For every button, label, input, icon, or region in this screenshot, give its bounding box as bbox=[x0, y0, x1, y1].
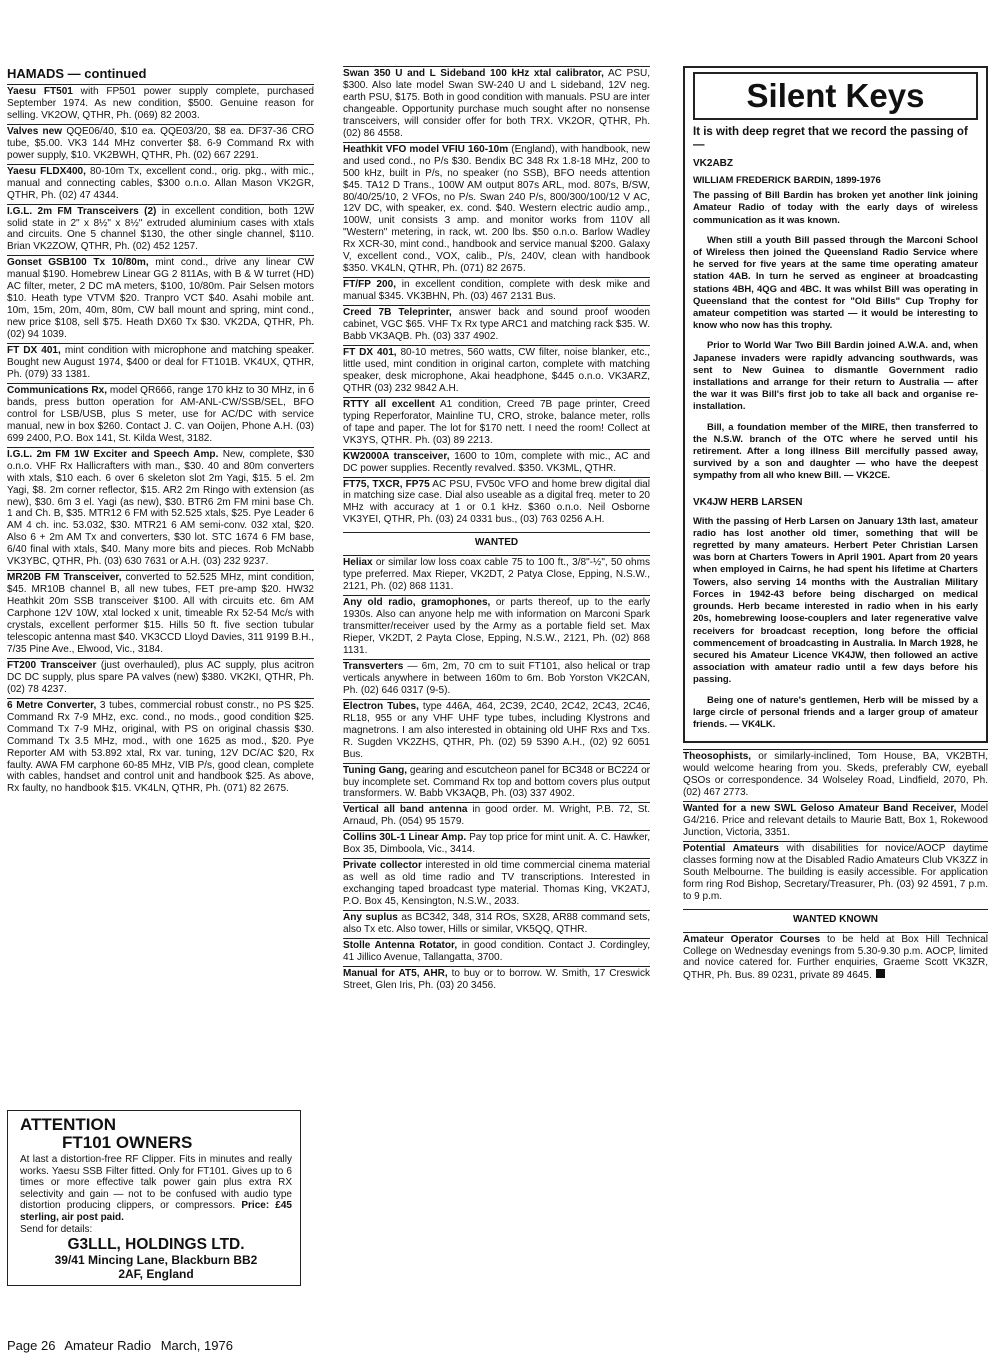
ad-heading: Amateur Operator Courses bbox=[683, 933, 821, 945]
ad-heading: Creed 7B Teleprinter, bbox=[343, 307, 452, 319]
classified-ad bbox=[683, 841, 988, 905]
classified-ad bbox=[7, 570, 314, 658]
ad-heading: I.G.L. 2m FM Transceivers (2) bbox=[7, 205, 157, 217]
classified-ad bbox=[343, 477, 650, 529]
classified-ad bbox=[7, 204, 314, 256]
magazine-title: Amateur Radio bbox=[64, 1338, 152, 1353]
advert-company: G3LLL, HOLDINGS LTD. bbox=[67, 1236, 245, 1253]
ad-heading: FT DX 401, bbox=[343, 346, 397, 358]
advert-send-for-details: Send for details: bbox=[20, 1224, 93, 1235]
obituary-callsign-2: VK4JW HERB LARSEN bbox=[693, 496, 803, 508]
ad-heading: Collins 30L-1 Linear Amp. bbox=[343, 832, 467, 844]
page-footer bbox=[7, 1338, 239, 1353]
ad-heading: Any old radio, gramophones, bbox=[343, 597, 491, 609]
ad-text: or similar low loss coax cable 75 to 100 ft., 3/8"-½", 50 ohms type preferred. Max Rieper, VK2DT, 2 Patya Close, Epping, N.S.W., 2121, Ph. (02) 868 1131. bbox=[343, 557, 650, 593]
ad-text: QQE06/40, $10 ea. QQE03/20, $8 ea. DF37-36 CRO tube, $5.00. VK3 144 MHz converter $8. 6-9 Command Rx with power supply, $10. VK2BWH, QTHR, Ph. (02) 667 2291. bbox=[7, 125, 314, 161]
ad-heading: FT75, TXCR, FP75 bbox=[343, 478, 430, 490]
end-mark-icon bbox=[876, 969, 885, 978]
ad-text: converted to 52.525 MHz, mint condition, $45. MR10B channel B, all new tubes, FET pre-amp $20. HW32 Heathkit 20m SSB transceiver $100. All with circuits etc. 6m AM Carphone 12V 10W, xtal locked x unit, timeable Rx 52-54 Mc/s with crystals, excellent performer $15. Hills 50 ft. five section tubular telescopic antenna mast $40. VK3CCD Lloyd Davies, 311 9199 B.H., 7/35 Pine Ave., Elwood, Vic., 3184. bbox=[7, 572, 314, 655]
section-title: HAMADS — continued bbox=[7, 66, 147, 81]
classified-ad bbox=[683, 932, 988, 985]
ad-heading: 6 Metre Converter, bbox=[7, 699, 97, 711]
ad-text: as BC342, 348, 314 ROs, SX28, AR88 command sets, also Tx etc. Also tower, Hills or similar, VK5QQ, QTHR. bbox=[343, 912, 650, 935]
ad-text: in good condition. Contact J. Cordingley, 41 Jillico Avenue, Tallangatta, 3700. bbox=[343, 939, 650, 963]
personal-ads-list bbox=[683, 749, 988, 904]
classified-ad bbox=[343, 66, 650, 142]
obituary-paragraph: Being one of nature's gentlemen, Herb will be missed by a large circle of personal friends and a larger group of amateur friends. — VK4LK. bbox=[693, 694, 978, 730]
ad-heading: Vertical all band antenna bbox=[343, 804, 468, 816]
classified-ad bbox=[7, 255, 314, 343]
classified-ad bbox=[343, 763, 650, 803]
ad-heading: Private collector bbox=[343, 860, 422, 872]
ad-text: or similarly-inclined, Tom House, BA, VK2BTH, would welcome hearing from you. Skeds, preferably CW, eyeball QSOs or correspondence. 34 Wolseley Road, Lindfield, 2070, Ph. (02) 467 2773. bbox=[683, 751, 988, 798]
classified-ad bbox=[7, 698, 314, 798]
classified-ad bbox=[343, 277, 650, 305]
classified-ad bbox=[343, 858, 650, 910]
ad-text: Model G4/216. Price and relevant details to Maurie Batt, Box 1, Rokewood Junction, Victoria, 3351. bbox=[683, 802, 989, 838]
classified-ad bbox=[343, 966, 650, 994]
classified-ad bbox=[343, 802, 650, 830]
column-right bbox=[683, 66, 988, 984]
ad-text: in good order. M. Wright, P.B. 72, St. Arnaud, Ph. (054) 95 1579. bbox=[343, 804, 651, 828]
ad-text: gearing and escutcheon panel for BC348 or BC224 or buy incomplete set. Command Rx top and bottom covers plus output transformers. W. Babb VK3AQB, Ph. (03) 337 4902. bbox=[343, 764, 650, 800]
classified-ad bbox=[343, 397, 650, 449]
obituary-paragraph: When still a youth Bill passed through the Marconi School of Wireless then joined the Queensland Radio Service where he served for five years at the same time operating amateur station 4AB. In turn he served as engineer at broadcasting stations 4BH, 4QG and 4BC. It was whilst Bill was operating in Queensland that the contest for "Old Bills" Cup Trophy for amateur competition was started — it would be interesting to know who now has this trophy. bbox=[693, 234, 978, 332]
ad-heading: Yaesu FT501 bbox=[7, 86, 73, 97]
ad-heading: RTTY all excellent bbox=[343, 398, 435, 410]
ad-heading: Electron Tubes, bbox=[343, 700, 419, 712]
silent-keys-intro: It is with deep regret that we record the passing of— bbox=[693, 126, 968, 151]
obituary-callsign-1: VK2ABZ bbox=[693, 158, 734, 169]
ad-heading: Swan 350 U and L Sideband 100 kHz xtal calibrator, bbox=[343, 68, 604, 79]
classified-ad bbox=[7, 383, 314, 447]
ad-text: — 6m, 2m, 70 cm to suit FT101, also helical or trap verticals anywhere in between 160m to 6m. Bob Yorston VK2CAN, Ph. (02) 646 0317 (9-5). bbox=[343, 660, 650, 696]
ad-heading: Wanted for a new SWL Geloso Amateur Band Receiver, bbox=[683, 802, 957, 814]
ad-heading: Manual for AT5, AHR, bbox=[343, 967, 448, 979]
classified-ad bbox=[343, 595, 650, 659]
ad-text: with FP501 power supply complete, purchased September 1974. As new condition, $500. Genuine reason for selling. VK2OW, QTHR, Ph. (069) 82 2003. bbox=[7, 86, 315, 121]
silent-keys-title: Silent Keys bbox=[693, 72, 978, 120]
classified-ad bbox=[343, 449, 650, 477]
obituary-paragraph: The passing of Bill Bardin has broken yet another link joining Amateur Radio of today with the early days of wireless communication as it was known. bbox=[693, 190, 978, 226]
classified-ad bbox=[343, 345, 650, 397]
hamads-list bbox=[7, 84, 314, 797]
classified-ad bbox=[343, 830, 650, 858]
advert-subtitle: FT101 OWNERS bbox=[62, 1133, 193, 1152]
ad-heading: FT/FP 200, bbox=[343, 279, 396, 291]
page-number: Page 26 bbox=[7, 1338, 56, 1353]
ad-text: 80-10 metres, 560 watts, CW filter, noise blanker, etc., little used, mint condition in original carton, complete with matching speaker, desk microphone, Akai headphone, $445 o.n.o. VK3ARZ, QTHR (03) 232 9842 A.H. bbox=[343, 346, 650, 394]
obituary-paragraph: Prior to World War Two Bill Bardin joined A.W.A. and, when Japanese invaders were rapidly advancing southwards, was sent to New Guinea to dismantle Government radio installations and arrange for their return to Australia — after the war it was Bill's first job to take all back and organise re-installation. bbox=[693, 340, 978, 413]
ad-text: mint condition with microphone and matching speaker. Bought new August 1974, $400 or deal for FT101B. VK4UX, QTHR, Ph. (079) 33 1381. bbox=[7, 345, 315, 380]
ad-text: mint cond., drive any linear CW manual $190. Homebrew Linear GG 2 811As, with B & W turret (HD) AC filter, meter, 2 DC mA meters, $100, 10/80m. Pair Selsen motors $10. Heath type VTVM $20. Tranpro VCT $40. Asahi mobile ant. 10m, 15m, 20m, 40m, 80m, CW ball mount and spring, mint cond., new price $108, sell $75. Heath DX60 Tx $30. VK2DA, QTHR, Ph. (02) 94 1039. bbox=[7, 257, 314, 341]
column-left bbox=[7, 66, 314, 797]
obituary-name-1: WILLIAM FREDERICK BARDIN, 1899-1976 bbox=[693, 175, 881, 186]
ad-heading: Transverters bbox=[343, 660, 404, 672]
ad-text: 3 tubes, commercial robust constr., no PS $25. Command Rx 7-9 MHz, exc. cond., no mods., good condition $25. Command Tx 7-9 MHz, original, with PS on original chassis $30. Command Tx 3.5 MHz, mod., with one 1625 as mod., $20. Pye Reporter AM with 53.892 xtal, Rx var. tuning, 12V DC/AC $20, Rx faulty. AWA FM carphone 60-85 MHz, VIB P/s, good clean, complete with cables, handset and control unit and handbook $25. As above, Rx faulty, no handbook $15. VK4LN, QTHR, Ph. (071) 82 2675. bbox=[7, 699, 314, 795]
issue-date: March, 1976 bbox=[160, 1338, 233, 1353]
ad-heading: I.G.L. 2m FM 1W Exciter and Speech Amp. bbox=[7, 448, 219, 460]
ad-text: to be held at Box Hill Technical College on Wednesday evenings from 5.30-9.30 p.m. AOCP, limited and novice catered for. Further enquiries, Graeme Scott VK3ZR, QTHR, Ph. Bus. 89 0231, private 89 4645. bbox=[683, 933, 988, 982]
ad-heading: Tuning Gang, bbox=[343, 764, 408, 776]
ad-text: answer back and sound proof wooden cabinet, VGC $65. VHF Tx Rx type ARC1 and matching rack $35. W. Babb VK3AQB. Ph. (03) 337 4902. bbox=[343, 307, 650, 343]
obituary-paragraph: Bill, a foundation member of the MIRE, then transferred to the N.S.W. branch of the OTC where he served until his retirement. After a long illness Bill mercifully passed away, survived by a son and daughter — who have the deepest sympathy from all who knew Bill. — VK2CE. bbox=[693, 421, 978, 482]
classified-ad bbox=[683, 801, 988, 841]
ad-heading: Stolle Antenna Rotator, bbox=[343, 939, 458, 951]
ad-text: to buy or to borrow. W. Smith, 17 Creswick Street, Glen Iris, Ph. (03) 20 3456. bbox=[343, 967, 650, 991]
ad-text: in excellent condition, both 12W solid state in 2" x 8½" x 8½" extruded aluminium cases with xtals and circuits. One 5 channel $130, the other single channel, $110. Brian VK2ZOW, QTHR, Ph. (02) 452 1257. bbox=[7, 205, 314, 253]
ad-text: or parts thereof, up to the early 1930s. Also can anyone help me with information on Marconi Spark transmitter/receiver used by the Army as a portable field set. Max Rieper, VK2DT, 2 Payta Close, Epping, N.S.W., 2121, Ph. (02) 868 1131. bbox=[343, 597, 650, 656]
ad-text: AC PSU, $300. Also late model Swan SW-240 U and L sideband, 12V neg. earth PSU, $175. Both in good condition with manuals. PSU are inter changeable. Opportunity purchase much sought after no nonsense transceivers, will consider offer for both TRX. VK2OR, QTHR, Ph. (02) 86 4558. bbox=[343, 68, 650, 139]
attention-advert-box bbox=[7, 1110, 301, 1286]
ad-text: (just overhauled), plus AC supply, plus acitron DC DC supply, plus spare PA valves (new) $380. VK2KI, QTHR, Ph. (02) 78 4237. bbox=[7, 659, 314, 695]
classified-ad bbox=[343, 910, 650, 938]
classified-ad bbox=[343, 305, 650, 345]
classified-ad bbox=[343, 142, 650, 277]
wanted-heading: WANTED bbox=[343, 532, 650, 552]
classified-ad bbox=[7, 658, 314, 698]
classified-ad bbox=[7, 343, 314, 383]
classified-ad bbox=[7, 447, 314, 571]
ad-heading: MR20B FM Transceiver, bbox=[7, 572, 122, 584]
ad-heading: Heliax bbox=[343, 557, 373, 569]
advert-address-line-1: 39/41 Mincing Lane, Blackburn BB2 bbox=[54, 1253, 258, 1267]
ad-heading: Heathkit VFO model VFIU 160-10m bbox=[343, 143, 509, 155]
ad-text: model QR666, range 170 kHz to 30 MHz, in 6 bands, press button operation for AM-ANL-CW/SSB/SEL, BFO control for LSB/USB, plus S meter, use for AC/DC with service manual, new in box $260. Contact J. C. van Ooijen, Phone A.H. (03) 699 2400, P.O. Box 141, St. Kilda West, 3182. bbox=[7, 384, 314, 444]
advert-price: Price: £45 sterling, air post paid. bbox=[20, 1200, 292, 1223]
hamads-list-2 bbox=[343, 66, 650, 528]
ad-text: AC PSU, FV50c VFO and home brew digital dial in matching size case. Dial also useable as a digital freq. meter to 20 MHz with accuracy at 1 or 0.1 kHz. $360 o.n.o. Neil Osborne VK3YEI, QTHR, Ph. (03) 24 0331 bus., (03) 763 0256 A.H. bbox=[343, 478, 650, 526]
ad-text: 1600 to 10m, complete with mic., AC and DC power supplies. Recently revalved. $350. VK3ML, QTHR. bbox=[343, 450, 651, 474]
ad-text: (England), with handbook, new and used cond., no P/s $30. Bendix BC 348 Rx 1.8-18 MHz, 200 to 500 kHz, built in P/s, no speaker (no SSB), BFO needs attention $45. TA12 D Trans., 100W AM output 807s ARL, mod. 807s, B/SW, 80/40/25/10, 2 VFOs, no P/s. Swan 240 P/s, 800/300/100/12 V AC, 12V DC, with speaker, ex. cond. $40. Western electric audio amp., 100W, unit consists 3 amp. and monitor works from 110V all "Western" metering, in rack, wt. 200 lbs. $50 o.n.o. Barlow Wadley Rx XCR-30, mint cond., handbook and service manual $200. Galaxy V, excellent cond., VOX, calib., P/s, 240V, clean with handbook $350. VK4LN, QTHR, Ph. (071) 82 2675. bbox=[343, 143, 650, 275]
advert-title: ATTENTION bbox=[20, 1115, 117, 1134]
ad-text: type 446A, 464, 2C39, 2C40, 2C42, 2C43, 2C46, RL18, 955 or any VHF UHF type tubes, including Klystrons and magnetrons. I am also interested in obtaining old UHF Rxs and Txs. R. Sugden VK2ZHS, QTHR, Ph. (02) 59 5390 A.H., (02) 92 6051 Bus. bbox=[343, 700, 650, 760]
classified-ad bbox=[7, 84, 314, 124]
ad-text: A1 condition, Creed 7B page printer, Creed typing Reperforator, Mainline TU, CRO, stroke, balance meter, rolls of tape and paper. The lot for $170 nett. I need the room! Collect at VK3YS, QTHR. Ph. (03) 89 2213. bbox=[343, 398, 650, 446]
ad-text: with disabilities for novice/AOCP daytime classes forming now at the Disabled Radio Amateurs Club VK3ZZ in South Melbourne. The building is easily accessible. For application form ring Rod Bishop, Secretary/Treasurer, Ph. (03) 92 4591, 7 p.m. to 9 p.m. bbox=[683, 842, 989, 902]
ad-heading: Valves new bbox=[7, 125, 63, 137]
classified-ad bbox=[343, 659, 650, 699]
ad-heading: Communications Rx, bbox=[7, 384, 108, 396]
column-middle bbox=[343, 66, 650, 994]
classified-ad bbox=[343, 555, 650, 595]
ad-text: interested in old time commercial cinema material as well as old time radio and TV transcriptions. Interested in exchanging taped broadcast type material. Thomas King, VK2ATJ, P.O. Box 45, Kensington, N.S.W., 2033. bbox=[343, 860, 650, 908]
classified-ad bbox=[683, 749, 988, 801]
wanted-known-heading: WANTED KNOWN bbox=[683, 909, 988, 929]
ad-heading: FT DX 401, bbox=[7, 345, 61, 357]
advert-address-line-2: 2AF, England bbox=[118, 1266, 194, 1281]
wanted-list bbox=[343, 555, 650, 993]
advert-body-text: At last a distortion-free RF Clipper. Fits in minutes and really works. Yaesu SSB Filter fitted. Only for FT101. Gives up to 6 times or more effective talk power gain plus extra RX selectivity and gain — not to be confused with audio type distortion producing clippers, or compressors. bbox=[20, 1154, 292, 1211]
ad-text: Pay top price for mint unit. A. C. Hawker, Box 35, Dimboola, Vic., 3414. bbox=[343, 832, 650, 856]
silent-keys-box bbox=[683, 66, 988, 743]
ad-heading: Any suplus bbox=[343, 912, 398, 924]
ad-text: New, complete, $30 o.n.o. VHF Rx Hallicrafters with man., $30. 40 and 80m converters with xtals, $10 each. 6 over 6 skeleton slot 2m Yagi, $15. 5 el. 2m Yagi, $8. 2m corner reflector, $15. AR2 2m Ringo with extension (as new), $30. 6m 3 el. Yagi (as new), $30. BTR6 2m FM mini base Ch. 1 and Ch. B, $35. MTR12 6 FM with 52.525 xtals, $25. Pye Leader 6 AM 4 ch. inc. 53.032, $30. MTR21 6 AM semi-conv. 032 xtal, $20. Also 6 + 2m AM Tx and converters, $30 lot. STC 1674 6 FM base, 6/40 final with xtals, $40. Many more bits and pieces. Rob McNabb VK3YBC, QTHR, Ph. (03) 630 7631 or A.H. (03) 232 9237. bbox=[7, 448, 315, 568]
ad-text: in excellent condition, complete with desk mike and manual $345. VK3BHN, Ph. (03) 467 2131 Bus. bbox=[343, 279, 650, 303]
ad-heading: FT200 Transceiver bbox=[7, 659, 97, 671]
ad-heading: Yaesu FLDX400, bbox=[7, 165, 86, 177]
wanted-known-list bbox=[683, 932, 988, 985]
advert-body bbox=[20, 1154, 292, 1223]
classified-ad bbox=[343, 699, 650, 763]
ad-text: 80-10m Tx, excellent cond., orig. pkg., with mic., manual and connecting cables, $300 o.n.o. Allan Mason VK2GR, QTHR, Ph. (02) 47 4344. bbox=[7, 165, 314, 201]
obituary-paragraph: With the passing of Herb Larsen on January 13th last, amateur radio has lost another old timer, something that will be regretted by many amateurs. Herbert Peter Christian Larsen was born at Charters Towers in April 1901. Apart from 20 years when employed in Cairns, he had spent his lifetime at Charters Towers, also serving 14 months with the Australian Military Forces in 1942-43 before being discharged on medical grounds. Herb became interested in radio when in his early 20s, homebrewing loose-couplers and later regenerative valve receivers for broadcast reception, long before the official commencement of broadcasting in Australia. In March 1928, he secured his Amateur Licence VK4JW, then followed an active association with amateur radio until a few days before his passing. bbox=[693, 515, 978, 686]
ad-heading: Theosophists, bbox=[683, 751, 752, 763]
ad-heading: Potential Amateurs bbox=[683, 842, 779, 854]
ad-heading: Gonset GSB100 Tx 10/80m, bbox=[7, 257, 149, 269]
ad-heading: KW2000A transceiver, bbox=[343, 450, 450, 462]
classified-ad bbox=[7, 164, 314, 204]
classified-ad bbox=[7, 124, 314, 164]
classified-ad bbox=[343, 938, 650, 966]
